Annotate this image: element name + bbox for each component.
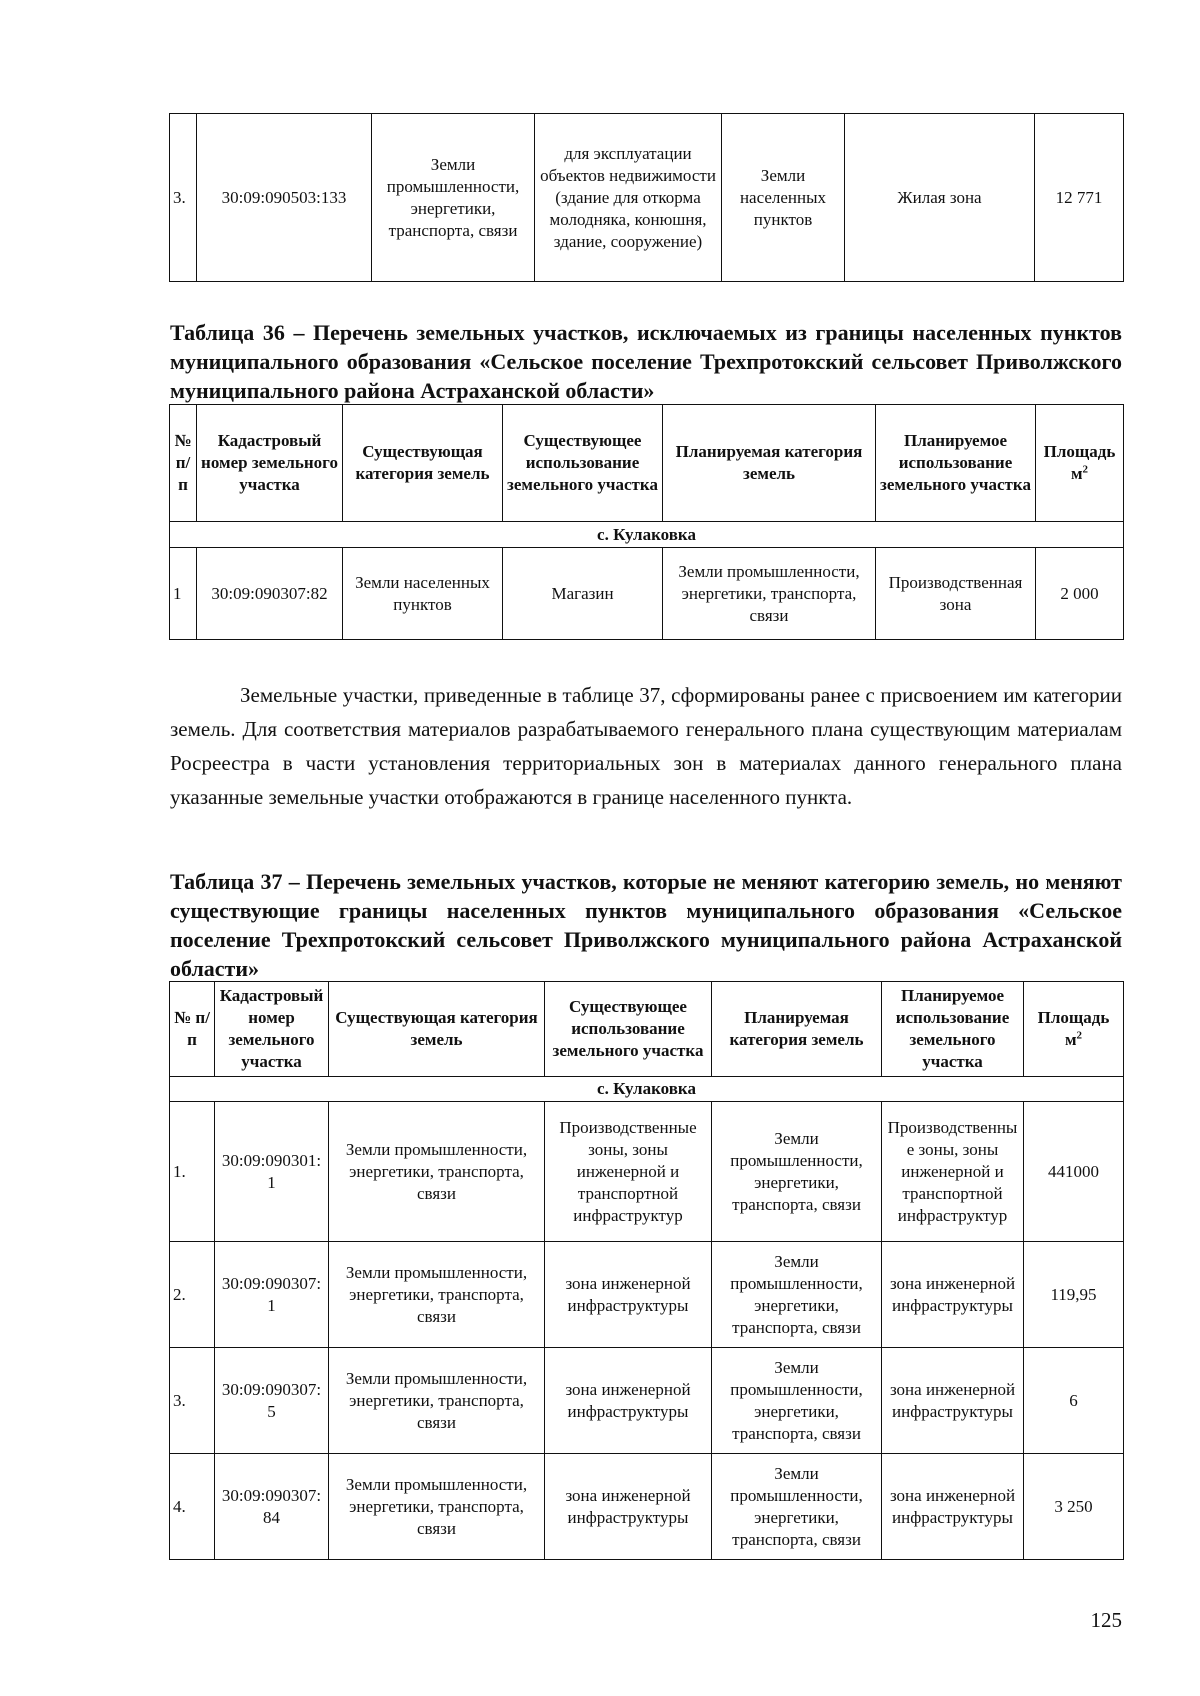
planned-use: зона инженерной инфраструктуры: [882, 1454, 1024, 1560]
existing-category: Земли промышленности, энергетики, транспорта, связи: [329, 1454, 545, 1560]
cadastral-number: 30:09:090307:84: [215, 1454, 329, 1560]
header-existing-use: Существующее использование земельного участка: [503, 405, 663, 522]
header-existing-use: Существующее использование земельного участка: [545, 982, 712, 1077]
table-row: [170, 114, 1124, 282]
header-planned-category: Планируемая категория земель: [712, 982, 882, 1077]
planned-category: Земли промышленности, энергетики, транспорта, связи: [712, 1348, 882, 1454]
existing-use: Производственные зоны, зоны инженерной и транспортной инфраструктур: [545, 1102, 712, 1242]
header-existing-category: Существующая категория земель: [329, 982, 545, 1077]
cadastral-number: 30:09:090307:5: [215, 1348, 329, 1454]
planned-category: Земли промышленности, энергетики, транспорта, связи: [712, 1102, 882, 1242]
planned-use: Жилая зона: [845, 114, 1035, 282]
planned-use: Производственные зоны, зоны инженерной и транспортной инфраструктур: [882, 1102, 1024, 1242]
planned-category: Земли промышленности, энергетики, транспорта, связи: [663, 548, 876, 640]
existing-category: Земли населенных пунктов: [343, 548, 503, 640]
area: 12 771: [1035, 114, 1124, 282]
table37-section-row: [170, 1077, 1124, 1102]
table36-caption: Таблица 36 – Перечень земельных участков, исключаемых из границы населенных пунктов муниципального образования «Сельское поселение Трехпротокский сельсовет Приволжского муниципального района Астраханской области»: [170, 320, 1122, 403]
row-number: 4.: [170, 1454, 215, 1560]
header-cadastral: Кадастровый номер земельного участка: [197, 405, 343, 522]
table-row: [170, 1242, 1124, 1348]
planned-category: Земли населенных пунктов: [722, 114, 845, 282]
planned-use: зона инженерной инфраструктуры: [882, 1348, 1024, 1454]
area: 3 250: [1024, 1454, 1124, 1560]
header-area: Площадь $м^2$: [1024, 982, 1124, 1077]
existing-use: зона инженерной инфраструктуры: [545, 1348, 712, 1454]
row-number: 2.: [170, 1242, 215, 1348]
area: 441000: [1024, 1102, 1124, 1242]
body-paragraph: Земельные участки, приведенные в таблице 37, сформированы ранее с присвоением им категории земель. Для соответствия материалов разрабатываемого генерального плана существующим материалам Росреестра в части установления территориальных зон в материалах данного генерального плана указанные земельные участки отображаются в границе населенного пункта.: [170, 683, 1122, 809]
section-label: с. Кулаковка: [170, 1077, 1124, 1102]
table-row: [170, 548, 1124, 640]
page-number: 125: [1090, 1608, 1122, 1632]
row-number: 3.: [170, 1348, 215, 1454]
existing-category: Земли промышленности, энергетики, транспорта, связи: [329, 1348, 545, 1454]
planned-use: Производственная зона: [876, 548, 1036, 640]
existing-use: для эксплуатации объектов недвижимости (здание для откорма молодняка, конюшня, здание, сооружение): [535, 114, 722, 282]
header-planned-category: Планируемая категория земель: [663, 405, 876, 522]
row-number: 1: [170, 548, 197, 640]
area: 6: [1024, 1348, 1124, 1454]
existing-use: Магазин: [503, 548, 663, 640]
cadastral-number: 30:09:090503:133: [197, 114, 372, 282]
table-row: [170, 1348, 1124, 1454]
row-number: 3.: [170, 114, 197, 282]
existing-category: Земли промышленности, энергетики, транспорта, связи: [329, 1242, 545, 1348]
header-existing-category: Существующая категория земель: [343, 405, 503, 522]
row-number: 1.: [170, 1102, 215, 1242]
cadastral-number: 30:09:090307:82: [197, 548, 343, 640]
header-num: № п/п: [170, 982, 215, 1077]
existing-use: зона инженерной инфраструктуры: [545, 1242, 712, 1348]
header-cadastral: Кадастровый номер земельного участка: [215, 982, 329, 1077]
existing-use: зона инженерной инфраструктуры: [545, 1454, 712, 1560]
table36-header-row: [170, 405, 1124, 522]
table-row: [170, 1454, 1124, 1560]
table37-caption: Таблица 37 – Перечень земельных участков, которые не меняют категорию земель, но меняют существующие границы населенных пунктов муниципального образования «Сельское поселение Трехпротокский сельсовет Приволжского муниципального района Астраханской области»: [170, 869, 1122, 981]
existing-category: Земли промышленности, энергетики, транспорта, связи: [372, 114, 535, 282]
header-planned-use: Планируемое использование земельного участка: [882, 982, 1024, 1077]
table36-section-row: [170, 522, 1124, 548]
area: 119,95: [1024, 1242, 1124, 1348]
cadastral-number: 30:09:090301:1: [215, 1102, 329, 1242]
planned-use: зона инженерной инфраструктуры: [882, 1242, 1024, 1348]
area: 2 000: [1036, 548, 1124, 640]
existing-category: Земли промышленности, энергетики, транспорта, связи: [329, 1102, 545, 1242]
cadastral-number: 30:09:090307:1: [215, 1242, 329, 1348]
header-planned-use: Планируемое использование земельного участка: [876, 405, 1036, 522]
table-row: [170, 1102, 1124, 1242]
table37-header-row: [170, 982, 1124, 1077]
section-label: с. Кулаковка: [170, 522, 1124, 548]
top-table: [169, 113, 1124, 282]
planned-category: Земли промышленности, энергетики, транспорта, связи: [712, 1454, 882, 1560]
header-area: Площадь $м^2$: [1036, 405, 1124, 522]
table36: [169, 404, 1124, 640]
header-num: № п/п: [170, 405, 197, 522]
table37: [169, 981, 1124, 1560]
planned-category: Земли промышленности, энергетики, транспорта, связи: [712, 1242, 882, 1348]
